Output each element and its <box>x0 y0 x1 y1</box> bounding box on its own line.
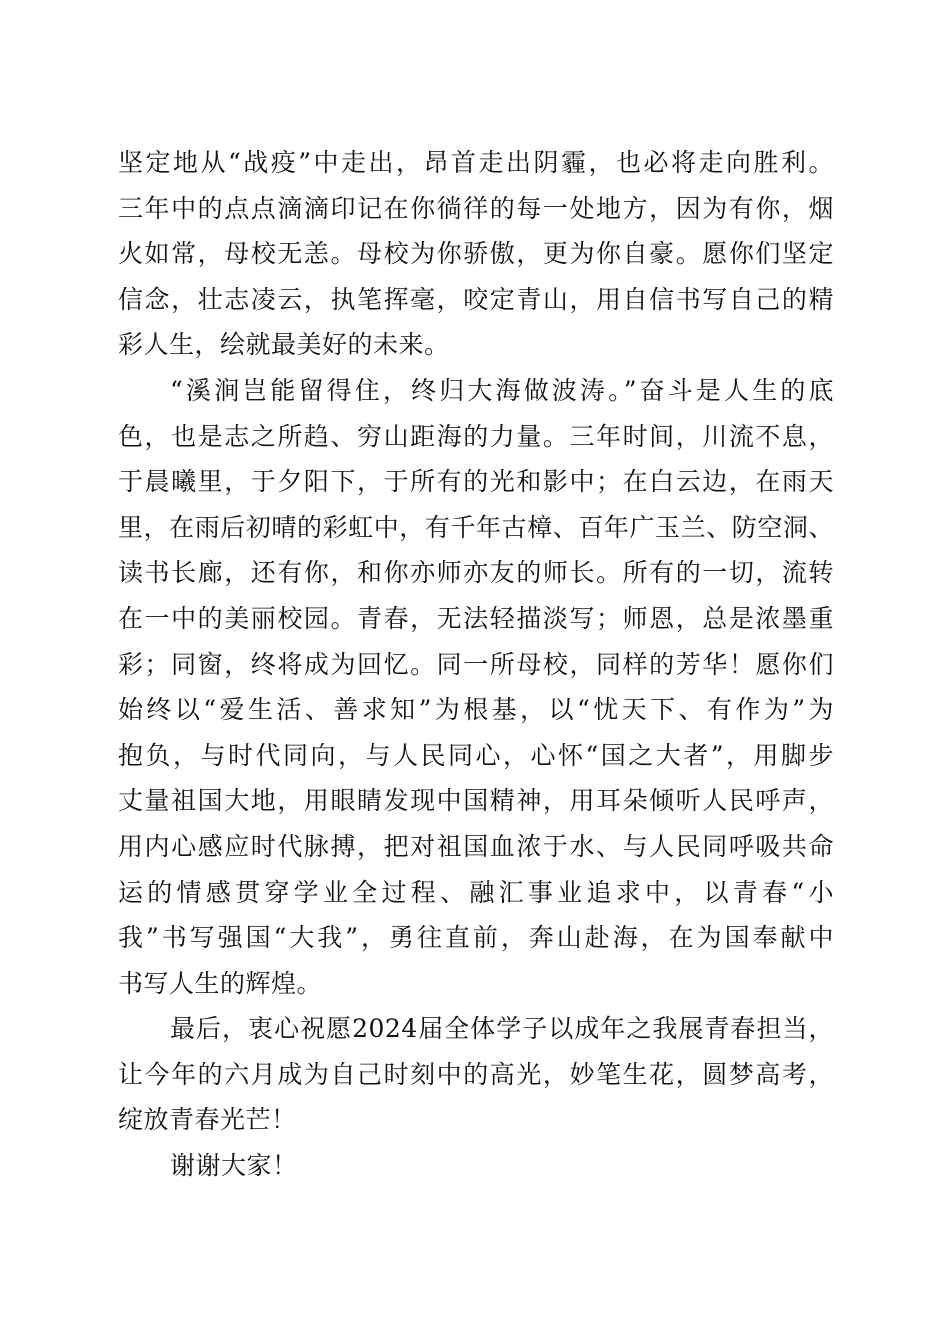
paragraph-line: 色，也是志之所趋、穷山距海的力量。三年时间，川流不息， <box>118 421 834 451</box>
paragraph-line: 于晨曦里，于夕阳下，于所有的光和影中；在白云边，在雨天 <box>118 467 834 497</box>
paragraph-line: 绽放青春光芒！ <box>118 1105 297 1135</box>
paragraph-line: 用内心感应时代脉搏，把对祖国血浓于水、与人民同呼吸共命 <box>118 831 834 861</box>
document-body <box>118 140 834 1189</box>
paragraph-line: 彩；同窗，终将成为回忆。同一所母校，同样的芳华！愿你们 <box>118 649 834 679</box>
paragraph-line: 里，在雨后初晴的彩虹中，有千年古樟、百年广玉兰、防空洞、 <box>118 512 834 542</box>
paragraph-line: 让今年的六月成为自己时刻中的高光，妙笔生花，圆梦高考， <box>118 1059 834 1089</box>
paragraph-4 <box>118 1143 834 1189</box>
paragraph-line: 读书长廊，还有你，和你亦师亦友的师长。所有的一切，流转 <box>118 558 834 588</box>
paragraph-line: 彩人生，绘就最美好的未来。 <box>118 330 450 360</box>
paragraph-1 <box>118 140 834 368</box>
paragraph-line: 三年中的点点滴滴印记在你徜徉的每一处地方，因为有你，烟 <box>118 193 834 223</box>
paragraph-line: 坚定地从“战疫”中走出，昂首走出阴霾，也必将走向胜利。 <box>118 148 834 177</box>
paragraph-line: 谢谢大家！ <box>170 1151 298 1181</box>
paragraph-line: 运的情感贯穿学业全过程、融汇事业追求中，以青春“小 <box>118 877 834 907</box>
paragraph-2 <box>118 368 834 1006</box>
paragraph-line: 火如常，母校无恙。母校为你骄傲，更为你自豪。愿你们坚定 <box>118 239 834 269</box>
paragraph-line: 信念，壮志凌云，执笔挥毫，咬定青山，用自信书写自己的精 <box>118 284 834 314</box>
paragraph-line: 最后，衷心祝愿2024届全体学子以成年之我展青春担当， <box>170 1014 834 1044</box>
paragraph-line: “溪涧岂能留得住，终归大海做波涛。”奋斗是人生的底 <box>170 375 834 405</box>
paragraph-line: 始终以“爱生活、善求知”为根基，以“忧天下、有作为”为 <box>118 695 834 725</box>
paragraph-line: 我”书写强国“大我”，勇往直前，奔山赴海，在为国奉献中 <box>118 923 834 953</box>
paragraph-line: 抱负，与时代同向，与人民同心，心怀“国之大者”，用脚步 <box>118 740 834 770</box>
paragraph-line: 在一中的美丽校园。青春，无法轻描淡写；师恩，总是浓墨重 <box>118 603 834 633</box>
paragraph-line: 书写人生的辉煌。 <box>118 968 323 998</box>
paragraph-line: 丈量祖国大地，用眼睛发现中国精神，用耳朵倾听人民呼声， <box>118 786 834 816</box>
paragraph-3 <box>118 1006 834 1143</box>
